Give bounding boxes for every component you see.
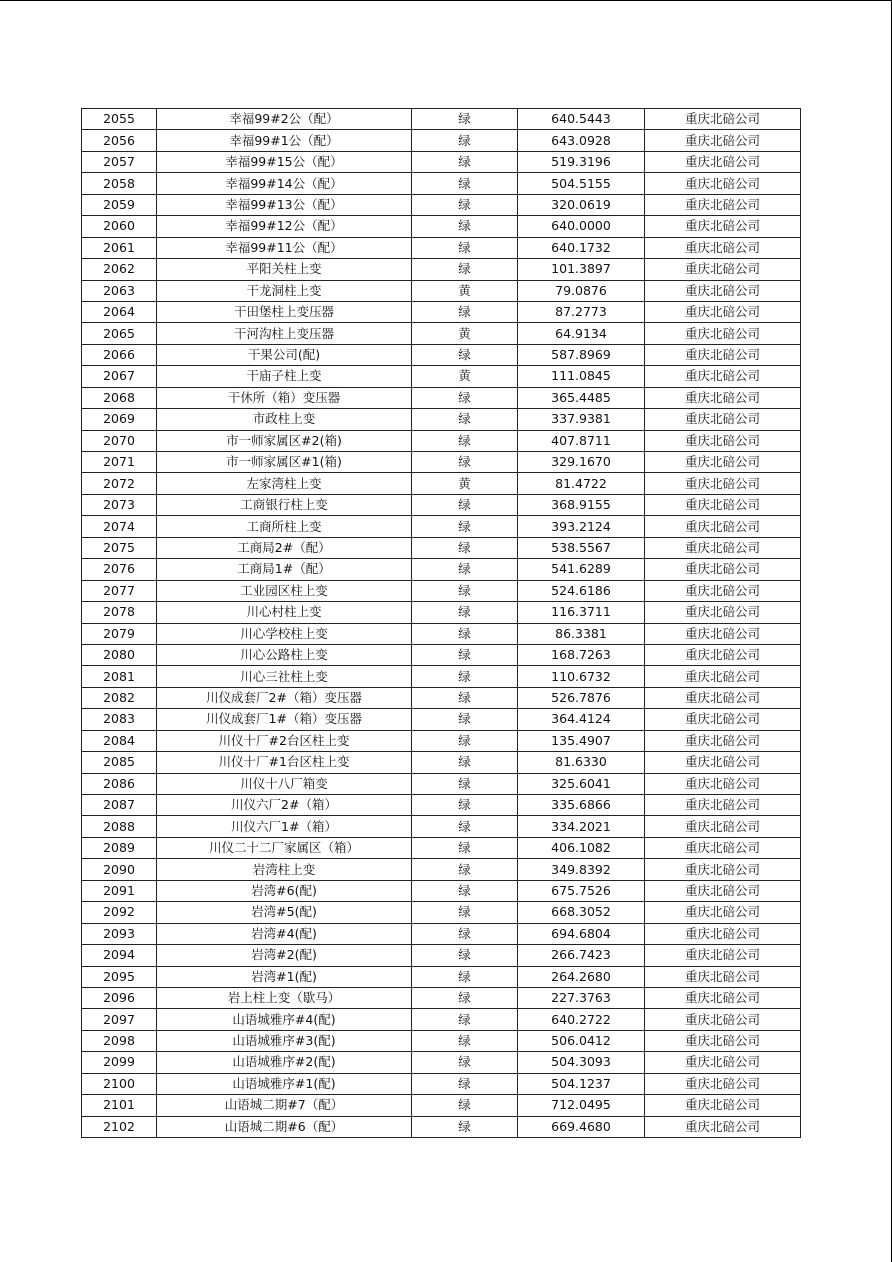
company-cell: 重庆北碚公司 (645, 709, 801, 730)
status-color-cell: 绿 (412, 409, 518, 430)
station-name-cell: 川心学校柱上变 (157, 623, 412, 644)
table-row (82, 795, 801, 816)
station-name-cell: 工商局2#（配） (157, 537, 412, 558)
status-color-cell: 绿 (412, 301, 518, 322)
status-color-cell: 绿 (412, 1009, 518, 1030)
station-name-cell: 幸福99#2公（配） (157, 109, 412, 130)
company-cell: 重庆北碚公司 (645, 902, 801, 923)
value-cell: 135.4907 (518, 730, 645, 751)
status-color-cell: 绿 (412, 987, 518, 1008)
company-cell: 重庆北碚公司 (645, 837, 801, 858)
row-number-cell: 2059 (82, 194, 157, 215)
row-number-cell: 2074 (82, 516, 157, 537)
company-cell: 重庆北碚公司 (645, 516, 801, 537)
value-cell: 694.6804 (518, 923, 645, 944)
table-row (82, 945, 801, 966)
row-number-cell: 2058 (82, 173, 157, 194)
company-cell: 重庆北碚公司 (645, 966, 801, 987)
company-cell: 重庆北碚公司 (645, 945, 801, 966)
value-cell: 526.7876 (518, 687, 645, 708)
station-name-cell: 工商所柱上变 (157, 516, 412, 537)
row-number-cell: 2081 (82, 666, 157, 687)
row-number-cell: 2095 (82, 966, 157, 987)
table-row (82, 344, 801, 365)
company-cell: 重庆北碚公司 (645, 1030, 801, 1051)
row-number-cell: 2086 (82, 773, 157, 794)
table-row (82, 666, 801, 687)
row-number-cell: 2088 (82, 816, 157, 837)
table-row (82, 473, 801, 494)
station-name-cell: 山语城雅序#2(配) (157, 1052, 412, 1073)
status-color-cell: 绿 (412, 194, 518, 215)
row-number-cell: 2057 (82, 151, 157, 172)
value-cell: 266.7423 (518, 945, 645, 966)
row-number-cell: 2056 (82, 130, 157, 151)
station-name-cell: 平阳关柱上变 (157, 259, 412, 280)
station-name-cell: 岩湾#2(配) (157, 945, 412, 966)
status-color-cell: 黄 (412, 323, 518, 344)
value-cell: 227.3763 (518, 987, 645, 1008)
station-name-cell: 川仪二十二厂家属区（箱） (157, 837, 412, 858)
status-color-cell: 绿 (412, 644, 518, 665)
table-row (82, 301, 801, 322)
row-number-cell: 2091 (82, 880, 157, 901)
value-cell: 640.5443 (518, 109, 645, 130)
table-row (82, 880, 801, 901)
company-cell: 重庆北碚公司 (645, 537, 801, 558)
table-row (82, 130, 801, 151)
table-row (82, 173, 801, 194)
station-name-cell: 工商局1#（配） (157, 559, 412, 580)
table-row (82, 623, 801, 644)
row-number-cell: 2097 (82, 1009, 157, 1030)
station-name-cell: 干田堡柱上变压器 (157, 301, 412, 322)
company-cell: 重庆北碚公司 (645, 409, 801, 430)
station-name-cell: 幸福99#15公（配） (157, 151, 412, 172)
table-row (82, 216, 801, 237)
station-name-cell: 川仪十厂#2台区柱上变 (157, 730, 412, 751)
status-color-cell: 绿 (412, 173, 518, 194)
value-cell: 264.2680 (518, 966, 645, 987)
table-row (82, 1052, 801, 1073)
status-color-cell: 绿 (412, 816, 518, 837)
station-name-cell: 干河沟柱上变压器 (157, 323, 412, 344)
station-name-cell: 岩湾柱上变 (157, 859, 412, 880)
station-name-cell: 干果公司(配) (157, 344, 412, 365)
table-row (82, 580, 801, 601)
company-cell: 重庆北碚公司 (645, 559, 801, 580)
company-cell: 重庆北碚公司 (645, 773, 801, 794)
company-cell: 重庆北碚公司 (645, 602, 801, 623)
status-color-cell: 绿 (412, 602, 518, 623)
row-number-cell: 2094 (82, 945, 157, 966)
value-cell: 64.9134 (518, 323, 645, 344)
table-body (82, 109, 801, 1138)
row-number-cell: 2078 (82, 602, 157, 623)
station-name-cell: 川仪成套厂2#（箱）变压器 (157, 687, 412, 708)
value-cell: 640.2722 (518, 1009, 645, 1030)
status-color-cell: 绿 (412, 537, 518, 558)
status-color-cell: 绿 (412, 859, 518, 880)
row-number-cell: 2089 (82, 837, 157, 858)
company-cell: 重庆北碚公司 (645, 644, 801, 665)
status-color-cell: 黄 (412, 473, 518, 494)
row-number-cell: 2080 (82, 644, 157, 665)
row-number-cell: 2084 (82, 730, 157, 751)
value-cell: 111.0845 (518, 366, 645, 387)
table-row (82, 1095, 801, 1116)
company-cell: 重庆北碚公司 (645, 795, 801, 816)
value-cell: 349.8392 (518, 859, 645, 880)
station-name-cell: 幸福99#1公（配） (157, 130, 412, 151)
company-cell: 重庆北碚公司 (645, 323, 801, 344)
company-cell: 重庆北碚公司 (645, 173, 801, 194)
status-color-cell: 绿 (412, 559, 518, 580)
row-number-cell: 2102 (82, 1116, 157, 1137)
table-row (82, 323, 801, 344)
station-name-cell: 川仪六厂2#（箱） (157, 795, 412, 816)
row-number-cell: 2066 (82, 344, 157, 365)
table-row (82, 644, 801, 665)
company-cell: 重庆北碚公司 (645, 301, 801, 322)
row-number-cell: 2068 (82, 387, 157, 408)
value-cell: 406.1082 (518, 837, 645, 858)
station-name-cell: 岩湾#5(配) (157, 902, 412, 923)
company-cell: 重庆北碚公司 (645, 580, 801, 601)
station-name-cell: 幸福99#14公（配） (157, 173, 412, 194)
status-color-cell: 绿 (412, 387, 518, 408)
value-cell: 669.4680 (518, 1116, 645, 1137)
station-name-cell: 山语城二期#6（配） (157, 1116, 412, 1137)
row-number-cell: 2085 (82, 752, 157, 773)
row-number-cell: 2101 (82, 1095, 157, 1116)
value-cell: 524.6186 (518, 580, 645, 601)
station-name-cell: 市一师家属区#1(箱) (157, 452, 412, 473)
status-color-cell: 绿 (412, 430, 518, 451)
company-cell: 重庆北碚公司 (645, 859, 801, 880)
table-row (82, 602, 801, 623)
table-row (82, 537, 801, 558)
value-cell: 81.6330 (518, 752, 645, 773)
company-cell: 重庆北碚公司 (645, 623, 801, 644)
company-cell: 重庆北碚公司 (645, 387, 801, 408)
value-cell: 504.5155 (518, 173, 645, 194)
row-number-cell: 2082 (82, 687, 157, 708)
transformer-table (81, 108, 801, 1138)
row-number-cell: 2079 (82, 623, 157, 644)
station-name-cell: 川心村柱上变 (157, 602, 412, 623)
table-row (82, 816, 801, 837)
station-name-cell: 岩湾#6(配) (157, 880, 412, 901)
row-number-cell: 2063 (82, 280, 157, 301)
station-name-cell: 市一师家属区#2(箱) (157, 430, 412, 451)
row-number-cell: 2087 (82, 795, 157, 816)
value-cell: 86.3381 (518, 623, 645, 644)
status-color-cell: 绿 (412, 259, 518, 280)
value-cell: 643.0928 (518, 130, 645, 151)
table-row (82, 194, 801, 215)
status-color-cell: 绿 (412, 709, 518, 730)
status-color-cell: 黄 (412, 366, 518, 387)
station-name-cell: 干休所（箱）变压器 (157, 387, 412, 408)
status-color-cell: 绿 (412, 516, 518, 537)
status-color-cell: 绿 (412, 902, 518, 923)
table-row (82, 430, 801, 451)
row-number-cell: 2069 (82, 409, 157, 430)
station-name-cell: 幸福99#11公（配） (157, 237, 412, 258)
value-cell: 365.4485 (518, 387, 645, 408)
value-cell: 364.4124 (518, 709, 645, 730)
row-number-cell: 2083 (82, 709, 157, 730)
company-cell: 重庆北碚公司 (645, 130, 801, 151)
company-cell: 重庆北碚公司 (645, 366, 801, 387)
value-cell: 368.9155 (518, 494, 645, 515)
station-name-cell: 山语城雅序#1(配) (157, 1073, 412, 1094)
table-row (82, 859, 801, 880)
company-cell: 重庆北碚公司 (645, 473, 801, 494)
station-name-cell: 工商银行柱上变 (157, 494, 412, 515)
row-number-cell: 2065 (82, 323, 157, 344)
value-cell: 668.3052 (518, 902, 645, 923)
row-number-cell: 2075 (82, 537, 157, 558)
company-cell: 重庆北碚公司 (645, 280, 801, 301)
status-color-cell: 黄 (412, 280, 518, 301)
table-row (82, 387, 801, 408)
table-row (82, 1116, 801, 1137)
company-cell: 重庆北碚公司 (645, 816, 801, 837)
row-number-cell: 2093 (82, 923, 157, 944)
company-cell: 重庆北碚公司 (645, 494, 801, 515)
value-cell: 325.6041 (518, 773, 645, 794)
row-number-cell: 2096 (82, 987, 157, 1008)
status-color-cell: 绿 (412, 344, 518, 365)
table-row (82, 987, 801, 1008)
station-name-cell: 川仪十八厂箱变 (157, 773, 412, 794)
value-cell: 335.6866 (518, 795, 645, 816)
company-cell: 重庆北碚公司 (645, 987, 801, 1008)
status-color-cell: 绿 (412, 452, 518, 473)
row-number-cell: 2067 (82, 366, 157, 387)
company-cell: 重庆北碚公司 (645, 216, 801, 237)
table-row (82, 1073, 801, 1094)
company-cell: 重庆北碚公司 (645, 151, 801, 172)
row-number-cell: 2071 (82, 452, 157, 473)
row-number-cell: 2072 (82, 473, 157, 494)
company-cell: 重庆北碚公司 (645, 1116, 801, 1137)
table-row (82, 837, 801, 858)
status-color-cell: 绿 (412, 1116, 518, 1137)
table-row (82, 966, 801, 987)
status-color-cell: 绿 (412, 1052, 518, 1073)
station-name-cell: 干庙子柱上变 (157, 366, 412, 387)
status-color-cell: 绿 (412, 623, 518, 644)
row-number-cell: 2092 (82, 902, 157, 923)
table-row (82, 151, 801, 172)
value-cell: 519.3196 (518, 151, 645, 172)
table-row (82, 902, 801, 923)
value-cell: 334.2021 (518, 816, 645, 837)
status-color-cell: 绿 (412, 945, 518, 966)
value-cell: 337.9381 (518, 409, 645, 430)
table-row (82, 516, 801, 537)
station-name-cell: 幸福99#13公（配） (157, 194, 412, 215)
status-color-cell: 绿 (412, 687, 518, 708)
status-color-cell: 绿 (412, 752, 518, 773)
row-number-cell: 2070 (82, 430, 157, 451)
row-number-cell: 2073 (82, 494, 157, 515)
value-cell: 79.0876 (518, 280, 645, 301)
table-row (82, 494, 801, 515)
company-cell: 重庆北碚公司 (645, 194, 801, 215)
table-row (82, 1009, 801, 1030)
table-row (82, 366, 801, 387)
value-cell: 675.7526 (518, 880, 645, 901)
station-name-cell: 岩湾#4(配) (157, 923, 412, 944)
status-color-cell: 绿 (412, 666, 518, 687)
status-color-cell: 绿 (412, 580, 518, 601)
station-name-cell: 岩湾#1(配) (157, 966, 412, 987)
station-name-cell: 岩上柱上变（歇马） (157, 987, 412, 1008)
status-color-cell: 绿 (412, 1030, 518, 1051)
company-cell: 重庆北碚公司 (645, 1009, 801, 1030)
station-name-cell: 川仪十厂#1台区柱上变 (157, 752, 412, 773)
table-row (82, 687, 801, 708)
company-cell: 重庆北碚公司 (645, 109, 801, 130)
table-row (82, 730, 801, 751)
table-row (82, 237, 801, 258)
value-cell: 506.0412 (518, 1030, 645, 1051)
company-cell: 重庆北碚公司 (645, 666, 801, 687)
station-name-cell: 工业园区柱上变 (157, 580, 412, 601)
value-cell: 81.4722 (518, 473, 645, 494)
table-row (82, 752, 801, 773)
company-cell: 重庆北碚公司 (645, 430, 801, 451)
table-row (82, 1030, 801, 1051)
row-number-cell: 2061 (82, 237, 157, 258)
row-number-cell: 2064 (82, 301, 157, 322)
value-cell: 320.0619 (518, 194, 645, 215)
station-name-cell: 川心公路柱上变 (157, 644, 412, 665)
value-cell: 640.1732 (518, 237, 645, 258)
value-cell: 116.3711 (518, 602, 645, 623)
table-row (82, 280, 801, 301)
table-row (82, 559, 801, 580)
company-cell: 重庆北碚公司 (645, 1095, 801, 1116)
station-name-cell: 川仪成套厂1#（箱）变压器 (157, 709, 412, 730)
station-name-cell: 川心三社柱上变 (157, 666, 412, 687)
value-cell: 504.1237 (518, 1073, 645, 1094)
company-cell: 重庆北碚公司 (645, 923, 801, 944)
station-name-cell: 山语城二期#7（配） (157, 1095, 412, 1116)
company-cell: 重庆北碚公司 (645, 344, 801, 365)
value-cell: 393.2124 (518, 516, 645, 537)
company-cell: 重庆北碚公司 (645, 730, 801, 751)
value-cell: 407.8711 (518, 430, 645, 451)
company-cell: 重庆北碚公司 (645, 880, 801, 901)
row-number-cell: 2100 (82, 1073, 157, 1094)
value-cell: 587.8969 (518, 344, 645, 365)
station-name-cell: 川仪六厂1#（箱） (157, 816, 412, 837)
status-color-cell: 绿 (412, 109, 518, 130)
status-color-cell: 绿 (412, 795, 518, 816)
value-cell: 168.7263 (518, 644, 645, 665)
status-color-cell: 绿 (412, 966, 518, 987)
company-cell: 重庆北碚公司 (645, 452, 801, 473)
status-color-cell: 绿 (412, 773, 518, 794)
status-color-cell: 绿 (412, 1073, 518, 1094)
status-color-cell: 绿 (412, 494, 518, 515)
status-color-cell: 绿 (412, 237, 518, 258)
value-cell: 87.2773 (518, 301, 645, 322)
row-number-cell: 2099 (82, 1052, 157, 1073)
table-row (82, 773, 801, 794)
page-top-rule (0, 0, 892, 1)
row-number-cell: 2077 (82, 580, 157, 601)
row-number-cell: 2060 (82, 216, 157, 237)
company-cell: 重庆北碚公司 (645, 687, 801, 708)
value-cell: 538.5567 (518, 537, 645, 558)
station-name-cell: 市政柱上变 (157, 409, 412, 430)
value-cell: 712.0495 (518, 1095, 645, 1116)
value-cell: 101.3897 (518, 259, 645, 280)
table-row (82, 452, 801, 473)
table-row (82, 709, 801, 730)
station-name-cell: 左家湾柱上变 (157, 473, 412, 494)
status-color-cell: 绿 (412, 1095, 518, 1116)
value-cell: 329.1670 (518, 452, 645, 473)
status-color-cell: 绿 (412, 130, 518, 151)
company-cell: 重庆北碚公司 (645, 259, 801, 280)
value-cell: 541.6289 (518, 559, 645, 580)
status-color-cell: 绿 (412, 923, 518, 944)
company-cell: 重庆北碚公司 (645, 752, 801, 773)
status-color-cell: 绿 (412, 837, 518, 858)
row-number-cell: 2076 (82, 559, 157, 580)
status-color-cell: 绿 (412, 880, 518, 901)
station-name-cell: 干龙洞柱上变 (157, 280, 412, 301)
row-number-cell: 2062 (82, 259, 157, 280)
company-cell: 重庆北碚公司 (645, 1073, 801, 1094)
table-row (82, 923, 801, 944)
table-row (82, 259, 801, 280)
company-cell: 重庆北碚公司 (645, 237, 801, 258)
table-row (82, 409, 801, 430)
status-color-cell: 绿 (412, 730, 518, 751)
station-name-cell: 幸福99#12公（配） (157, 216, 412, 237)
station-name-cell: 山语城雅序#4(配) (157, 1009, 412, 1030)
table-row (82, 109, 801, 130)
value-cell: 640.0000 (518, 216, 645, 237)
row-number-cell: 2055 (82, 109, 157, 130)
company-cell: 重庆北碚公司 (645, 1052, 801, 1073)
row-number-cell: 2098 (82, 1030, 157, 1051)
status-color-cell: 绿 (412, 216, 518, 237)
status-color-cell: 绿 (412, 151, 518, 172)
value-cell: 110.6732 (518, 666, 645, 687)
station-name-cell: 山语城雅序#3(配) (157, 1030, 412, 1051)
row-number-cell: 2090 (82, 859, 157, 880)
value-cell: 504.3093 (518, 1052, 645, 1073)
